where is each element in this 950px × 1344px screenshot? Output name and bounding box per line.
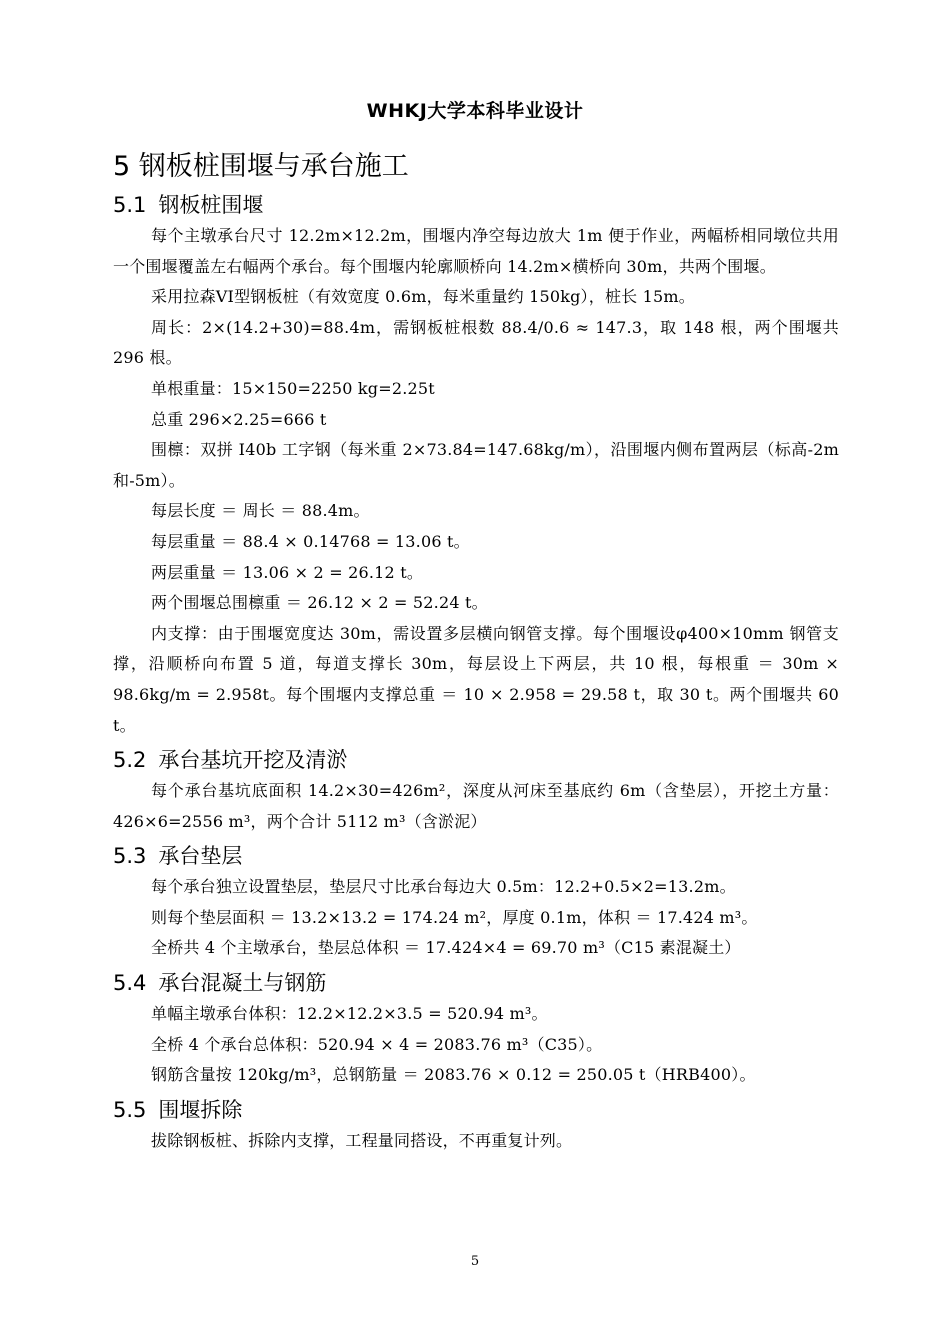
section-number: 5.3 — [113, 844, 147, 869]
chapter-title: 5 钢板桩围堰与承台施工 — [113, 151, 409, 182]
paragraph: 则每个垫层面积 ＝ 13.2×13.2 = 174.24 m²，厚度 0.1m，体积 ＝ 17.424 m³。 — [151, 907, 758, 927]
paragraph: 单幅主墩承台体积：12.2×12.2×3.5 = 520.94 m³。 — [151, 1004, 548, 1024]
paragraph: 钢筋含量按 120kg/m³，总钢筋量 ＝ 2083.76 × 0.12 = 250.05 t（HRB400）。 — [151, 1065, 756, 1085]
section-number: 5.1 — [113, 193, 147, 217]
paragraph: 围檩：双拼 I40b 工字钢（每米重 2×73.84=147.68kg/m），沿围堰内侧布置两层（标高-2m 和-5m）。 — [113, 440, 839, 490]
section-heading — [113, 189, 839, 221]
section-number: 5.2 — [113, 748, 147, 773]
paragraph: 每层长度 ＝ 周长 ＝ 88.4m。 — [151, 501, 370, 521]
paragraph: 拔除钢板桩、拆除内支撑，工程量同搭设，不再重复计列。 — [151, 1130, 573, 1150]
paragraph: 单根重量：15×150=2250 kg=2.25t — [151, 378, 435, 398]
page-header: WHKJ大学本科毕业设计 — [366, 100, 584, 122]
paragraph: 全桥共 4 个主墩承台，垫层总体积 ＝ 17.424×4 = 69.70 m³（C15 素混凝土） — [151, 938, 741, 958]
paragraph: 周长：2×(14.2+30)=88.4m，需钢板桩根数 88.4/0.6 ≈ 147.3，取 148 根，两个围堰共 296 根。 — [113, 317, 839, 368]
section-number: 5.4 — [113, 971, 147, 996]
paragraph: 每个承台基坑底面积 14.2×30=426m²，深度从河床至基底约 6m（含垫层），开挖土方量：426×6=2556 m³，两个合计 5112 m³（含淤泥） — [113, 781, 839, 831]
section-heading — [113, 744, 839, 776]
section-title: 承台基坑开挖及清淤 — [158, 748, 348, 773]
page-content — [113, 148, 839, 1156]
paragraph: 每个主墩承台尺寸 12.2m×12.2m，围堰内净空每边放大 1m 便于作业，两幅桥相同墩位共用一个围堰覆盖左右幅两个承台。每个围堰内轮廓顺桥向 14.2m×横桥向 30m，共两个围堰。 — [113, 226, 839, 276]
section-title: 承台混凝土与钢筋 — [158, 971, 327, 996]
section-title: 承台垫层 — [158, 844, 243, 869]
paragraph: 每层重量 ＝ 88.4 × 0.14768 = 13.06 t。 — [151, 531, 470, 551]
section-title: 围堰拆除 — [158, 1097, 243, 1122]
section-number: 5.5 — [113, 1097, 147, 1122]
page-number: 5 — [470, 1254, 480, 1269]
paragraph: 内支撑：由于围堰宽度达 30m，需设置多层横向钢管支撑。每个围堰设φ400×10mm 钢管支撑，沿顺桥向布置 5 道，每道支撑长 30m，每层设上下两层，共 10 根，每根重 ＝ 30m × 98.6kg/m = 2.958t。每个围堰内支撑总重 ＝ 10 × 2.958 = 29.58 t，取 30 t。两个围堰共 60 t。 — [113, 623, 839, 735]
section-heading — [113, 967, 839, 999]
paragraph: 采用拉森VI型钢板桩（有效宽度 0.6m，每米重量约 150kg），桩长 15m。 — [151, 287, 695, 307]
paragraph: 总重 296×2.25=666 t — [151, 409, 327, 429]
paragraph: 两个围堰总围檩重 ＝ 26.12 × 2 = 52.24 t。 — [151, 593, 488, 613]
section-title: 钢板桩围堰 — [158, 193, 264, 217]
section-heading — [113, 840, 839, 872]
paragraph: 每个承台独立设置垫层，垫层尺寸比承台每边大 0.5m：12.2+0.5×2=13.2m。 — [151, 877, 736, 897]
section-heading — [113, 1094, 839, 1126]
paragraph: 两层重量 ＝ 13.06 × 2 = 26.12 t。 — [151, 562, 424, 582]
paragraph: 全桥 4 个承台总体积：520.94 × 4 = 2083.76 m³（C35）。 — [151, 1034, 603, 1054]
